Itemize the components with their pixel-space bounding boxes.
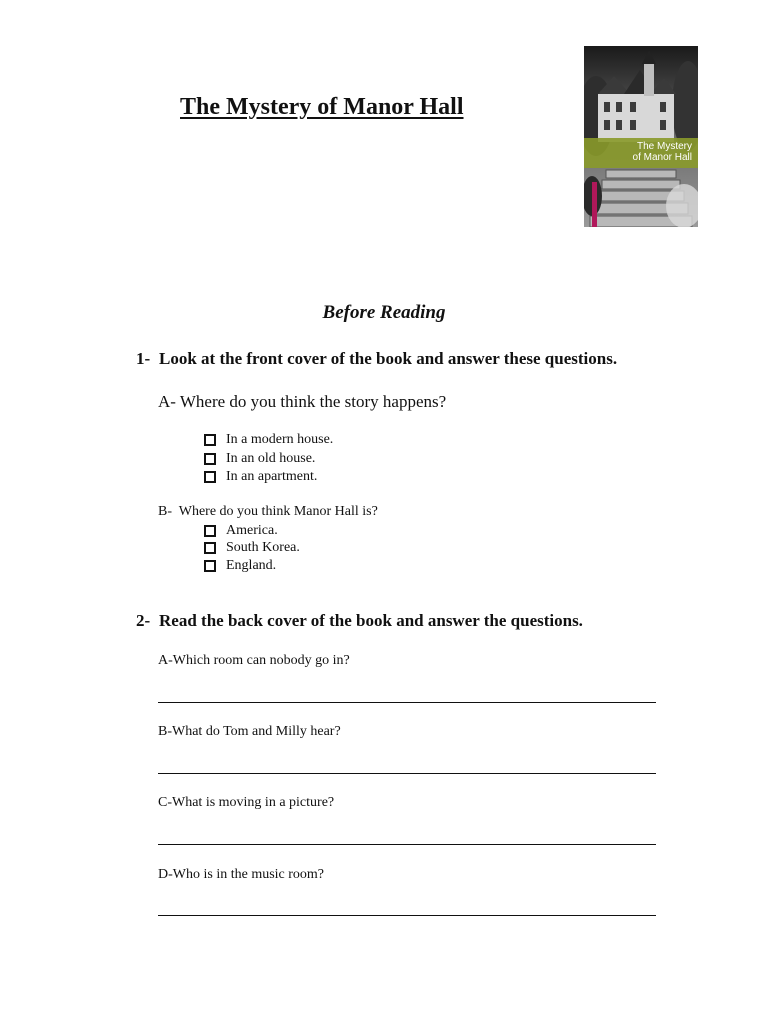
option-item[interactable]: South Korea. [204, 540, 300, 556]
question-1b-label: B- Where do you think Manor Hall is? [158, 504, 378, 519]
checkbox-icon[interactable] [204, 542, 216, 554]
checkbox-icon[interactable] [204, 560, 216, 572]
question-2c-label: C-What is moving in a picture? [158, 795, 335, 810]
checkbox-icon[interactable] [204, 453, 216, 465]
section-heading: Before Reading [322, 302, 446, 323]
answer-line[interactable] [158, 702, 656, 703]
question-1-heading: 1- Look at the front cover of the book and answer these questions. [136, 349, 618, 368]
checkbox-icon[interactable] [204, 471, 216, 483]
option-item[interactable]: In an apartment. [204, 469, 317, 485]
page-title: The Mystery of Manor Hall [180, 94, 464, 120]
option-item[interactable]: America. [204, 523, 278, 539]
book-cover-image [584, 46, 698, 227]
question-1a-label: A- Where do you think the story happens? [158, 392, 447, 411]
checkbox-icon[interactable] [204, 434, 216, 446]
question-2a-label: A-Which room can nobody go in? [158, 653, 350, 668]
option-item[interactable]: England. [204, 558, 276, 574]
answer-line[interactable] [158, 915, 656, 916]
question-2-heading: 2- Read the back cover of the book and answer the questions. [136, 611, 583, 630]
option-item[interactable]: In a modern house. [204, 432, 333, 448]
question-2b-label: B-What do Tom and Milly hear? [158, 724, 341, 739]
cover-title: The Mystery of Manor Hall [632, 141, 692, 163]
answer-line[interactable] [158, 844, 656, 845]
manor-house-illustration [584, 46, 698, 227]
checkbox-icon[interactable] [204, 525, 216, 537]
answer-line[interactable] [158, 773, 656, 774]
option-item[interactable]: In an old house. [204, 451, 315, 467]
question-2d-label: D-Who is in the music room? [158, 867, 325, 882]
